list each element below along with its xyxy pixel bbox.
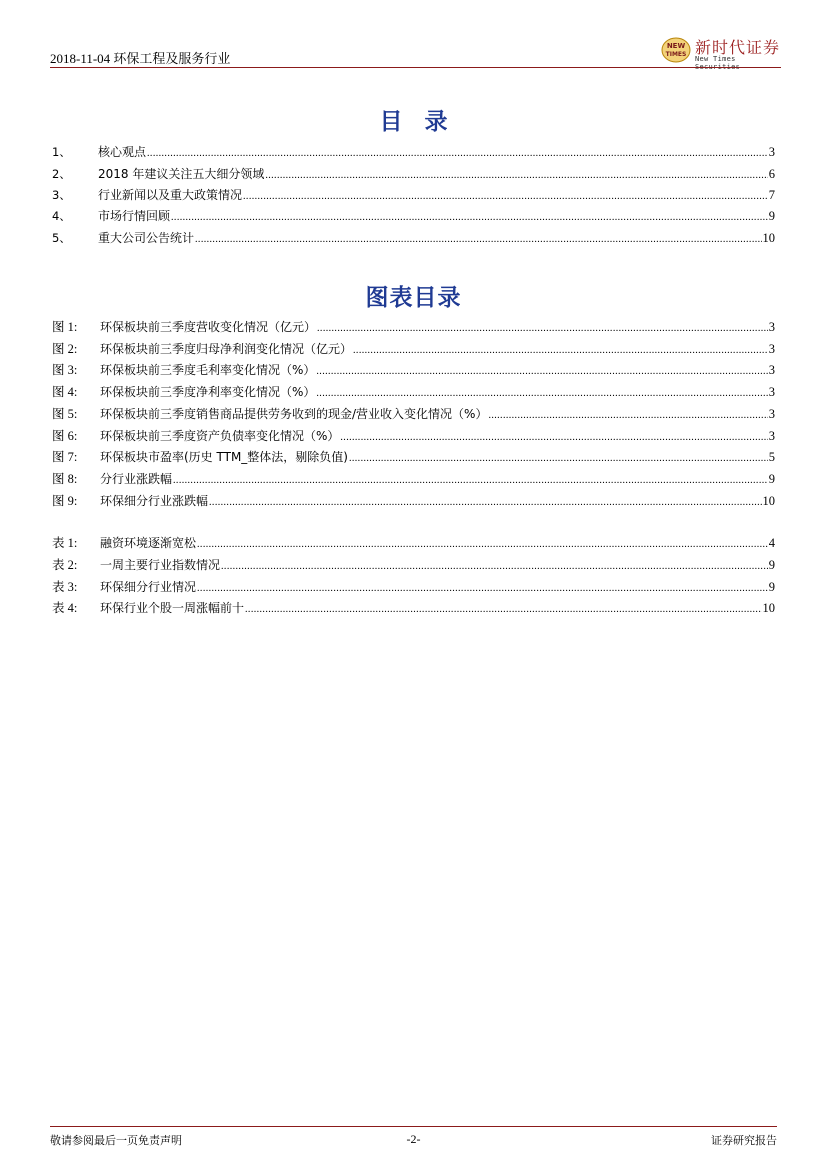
figure-entry-label: 环保板块前三季度资产负债率变化情况（%） xyxy=(100,429,340,443)
table-entry-number: 表 3: xyxy=(52,580,78,594)
figure-entry-page: 3 xyxy=(768,320,775,334)
toc-entry-number: 3、 xyxy=(52,188,71,202)
footer-page-number: -2- xyxy=(406,1132,421,1146)
figure-entry-label: 环保板块前三季度净利率变化情况（%） xyxy=(100,385,316,399)
toc-entry[interactable] xyxy=(52,207,775,225)
toc-entry-number: 2、 xyxy=(52,167,71,181)
table-entry-label: 融资环境逐渐宽松 xyxy=(100,536,197,550)
figure-entry-number: 图 3: xyxy=(52,363,78,377)
figure-entry-page: 3 xyxy=(768,407,775,421)
figure-entry-page: 5 xyxy=(768,450,775,464)
dot-leader xyxy=(243,191,768,202)
toc-entry-label: 重大公司公告统计 xyxy=(98,231,195,245)
dot-leader xyxy=(316,366,767,377)
figure-entry-label: 环保细分行业涨跌幅 xyxy=(100,494,209,508)
dot-leader xyxy=(316,388,767,399)
toc-entry-number: 4、 xyxy=(52,209,71,223)
figure-entry-number: 图 7: xyxy=(52,450,78,464)
table-entry-number: 表 4: xyxy=(52,601,78,615)
figure-entry-label: 环保板块市盈率(历史 TTM_整体法，剔除负值) xyxy=(100,450,348,464)
figure-entry-page: 10 xyxy=(762,494,775,508)
toc-entry-label: 市场行情回顾 xyxy=(98,209,171,223)
toc-entry-page: 10 xyxy=(762,231,775,245)
table-entry-label: 环保行业个股一周涨幅前十 xyxy=(100,601,245,615)
figure-entry[interactable] xyxy=(52,491,775,509)
toc-entry[interactable] xyxy=(52,186,775,204)
figure-entry-label: 环保板块前三季度销售商品提供劳务收到的现金/营业收入变化情况（%） xyxy=(100,407,488,421)
figure-entry-number: 图 9: xyxy=(52,494,78,508)
figure-entry-number: 图 5: xyxy=(52,407,78,421)
company-logo xyxy=(657,36,781,71)
table-entry-page: 9 xyxy=(768,558,775,572)
figure-entry[interactable] xyxy=(52,339,775,357)
dot-leader xyxy=(147,148,768,159)
dot-leader xyxy=(265,170,767,181)
figure-entry-number: 图 4: xyxy=(52,385,78,399)
figure-entry-label: 环保板块前三季度毛利率变化情况（%） xyxy=(100,363,316,377)
figure-entry[interactable] xyxy=(52,382,775,400)
svg-text:NEW: NEW xyxy=(666,42,686,50)
footer-disclaimer: 敬请参阅最后一页免责声明 xyxy=(50,1134,182,1147)
table-entry-number: 表 2: xyxy=(52,558,78,572)
footer-divider xyxy=(50,1126,777,1127)
header-date-industry: 2018-11-04 环保工程及服务行业 xyxy=(50,51,231,66)
dot-leader xyxy=(197,539,768,550)
table-entry[interactable] xyxy=(52,533,775,551)
figure-entry-page: 3 xyxy=(768,342,775,356)
table-entry[interactable] xyxy=(52,598,775,616)
table-entry-page: 4 xyxy=(768,536,775,550)
toc-title: 目录 xyxy=(379,109,470,135)
dot-leader xyxy=(195,234,761,245)
table-entry[interactable] xyxy=(52,555,775,573)
figure-entry[interactable] xyxy=(52,404,775,422)
figure-entry-number: 图 2: xyxy=(52,342,78,356)
figure-entry-number: 图 6: xyxy=(52,429,78,443)
table-entry-page: 9 xyxy=(768,580,775,594)
dot-leader xyxy=(209,497,761,508)
dot-leader xyxy=(340,432,767,443)
dot-leader xyxy=(353,345,768,356)
svg-text:TIMES: TIMES xyxy=(665,51,687,58)
toc-entry[interactable] xyxy=(52,143,775,161)
dot-leader xyxy=(245,604,761,615)
dot-leader xyxy=(488,410,767,421)
toc-entry-page: 3 xyxy=(768,145,775,159)
figure-entry-label: 环保板块前三季度营收变化情况（亿元） xyxy=(100,320,317,334)
toc-entry-label: 行业新闻以及重大政策情况 xyxy=(98,188,243,202)
dot-leader xyxy=(171,212,768,223)
figure-entry[interactable] xyxy=(52,317,775,335)
figure-entry-number: 图 1: xyxy=(52,320,78,334)
toc-entry-label: 2018 年建议关注五大细分领域 xyxy=(98,167,265,181)
figure-entry-page: 3 xyxy=(768,385,775,399)
dot-leader xyxy=(349,453,768,464)
toc-entry-label: 核心观点 xyxy=(98,145,147,159)
figure-entry-number: 图 8: xyxy=(52,472,78,486)
figure-entry-label: 分行业涨跌幅 xyxy=(100,472,173,486)
table-entry-page: 10 xyxy=(762,601,775,615)
figure-entry[interactable] xyxy=(52,447,775,465)
logo-name: 新时代证券 xyxy=(695,38,781,57)
figure-entry[interactable] xyxy=(52,426,775,444)
toc-entry[interactable] xyxy=(52,229,775,247)
figure-entry-page: 3 xyxy=(768,363,775,377)
logo-subtitle: New Times Securities xyxy=(695,55,741,71)
footer-doc-type: 证券研究报告 xyxy=(711,1134,777,1147)
figure-entry[interactable] xyxy=(52,360,775,378)
toc-entry-number: 1、 xyxy=(52,145,71,159)
figure-entry[interactable] xyxy=(52,469,775,487)
figure-list-title: 图表目录 xyxy=(365,285,462,311)
new-times-logo-icon xyxy=(661,37,691,63)
dot-leader xyxy=(317,323,768,334)
toc-entry-page: 9 xyxy=(768,209,775,223)
figure-entry-page: 3 xyxy=(768,429,775,443)
toc-entry[interactable] xyxy=(52,165,775,183)
dot-leader xyxy=(221,561,768,572)
table-entry-number: 表 1: xyxy=(52,536,78,550)
toc-entry-number: 5、 xyxy=(52,231,71,245)
figure-entry-page: 9 xyxy=(768,472,775,486)
toc-entry-page: 7 xyxy=(768,188,775,202)
page-header xyxy=(50,36,781,71)
dot-leader xyxy=(197,583,768,594)
figure-entry-label: 环保板块前三季度归母净利润变化情况（亿元） xyxy=(100,342,353,356)
dot-leader xyxy=(173,475,768,486)
table-entry[interactable] xyxy=(52,577,775,595)
table-entry-label: 环保细分行业情况 xyxy=(100,580,197,594)
header-divider xyxy=(50,67,781,68)
table-entry-label: 一周主要行业指数情况 xyxy=(100,558,221,572)
toc-entry-page: 6 xyxy=(768,167,775,181)
